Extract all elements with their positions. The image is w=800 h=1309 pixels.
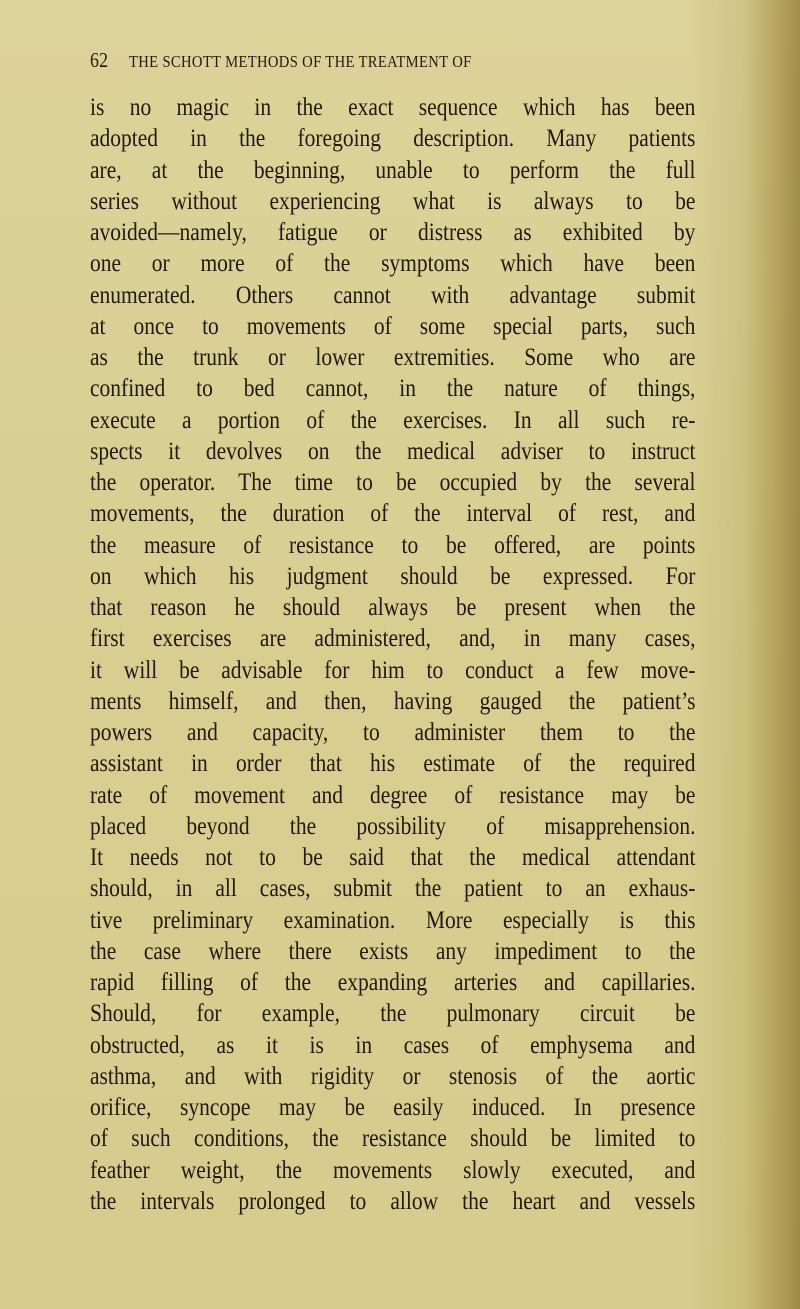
text-line: the case where there exists any impediment to the [90,937,696,965]
text-line: feather weight, the movements slowly executed, and [90,1156,696,1184]
text-line: the intervals prolonged to allow the heart and vessels [90,1187,696,1215]
text-line: obstructed, as it is in cases of emphysema and [90,1031,696,1059]
text-line: on which his judgment should be expressed. For [90,562,696,590]
page-number: 62 [90,48,109,72]
text-line: rapid filling of the expanding arteries and capillaries. [90,969,696,996]
text-line: that reason he should always be present when the [90,594,696,621]
body-text [90,92,696,1217]
text-line: adopted in the foregoing description. Many patients [90,125,696,153]
text-line: movements, the duration of the interval of rest, and [90,500,696,528]
text-line: of such conditions, the resistance should be limited to [90,1125,696,1153]
running-head [90,48,696,73]
text-line: execute a portion of the exercises. In all such re- [90,406,696,434]
text-line: one or more of the symptoms which have been [90,250,696,278]
text-line: the operator. The time to be occupied by the several [90,469,696,496]
text-line: it will be advisable for him to conduct a few move- [90,656,696,684]
text-line: orifice, syncope may be easily induced. In presence [90,1094,696,1121]
running-head-title: THE SCHOTT METHODS OF THE TREATMENT OF [129,52,473,71]
text-line: series without experiencing what is always to be [90,187,696,215]
text-line: are, at the beginning, unable to perform the full [90,156,696,184]
text-line: ments himself, and then, having gauged the patient’s [90,687,696,715]
text-line: spects it devolves on the medical adviser to instruct [90,437,696,465]
text-line: is no magic in the exact sequence which has been [90,94,696,121]
text-line: confined to bed cannot, in the nature of things, [90,375,696,403]
text-line: should, in all cases, submit the patient to an exhaus- [90,875,696,903]
text-line: assistant in order that his estimate of the required [90,750,696,778]
text-line: the measure of resistance to be offered, are points [90,531,696,559]
text-line: avoided—namely, fatigue or distress as exhibited by [90,219,696,246]
text-line: as the trunk or lower extremities. Some who are [90,344,696,371]
text-line: powers and capacity, to administer them to the [90,719,696,746]
text-line: placed beyond the possibility of misapprehension. [90,812,696,840]
text-line: enumerated. Others cannot with advantage submit [90,281,696,309]
text-line: asthma, and with rigidity or stenosis of the aortic [90,1062,696,1090]
text-line: at once to movements of some special parts, such [90,312,696,340]
text-line: rate of movement and degree of resistance may be [90,781,696,809]
text-line: tive preliminary examination. More especially is this [90,906,696,934]
text-line: It needs not to be said that the medical attendant [90,844,696,871]
text-line: first exercises are administered, and, in many cases, [90,625,696,653]
text-line: Should, for example, the pulmonary circuit be [90,1000,696,1028]
